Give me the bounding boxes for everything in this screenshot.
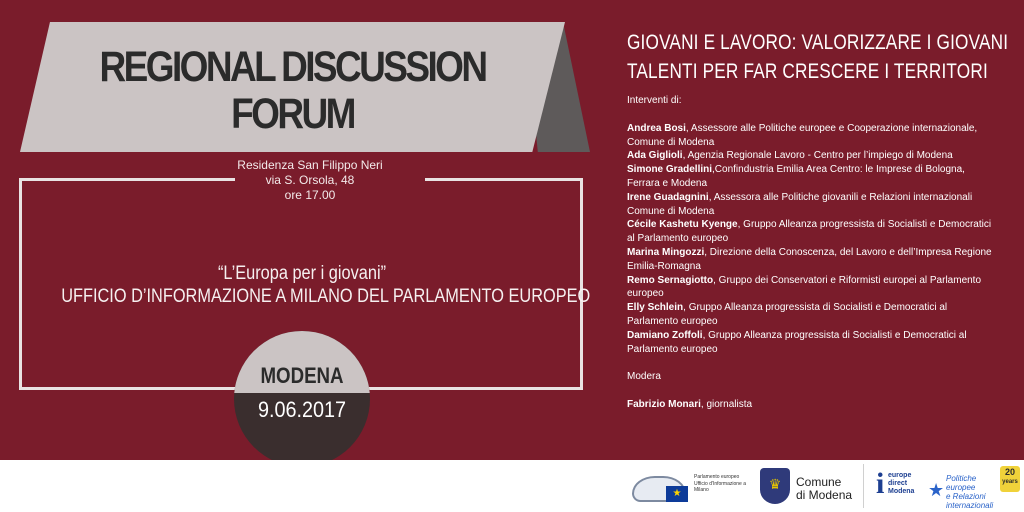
footer-logos [0,460,1024,512]
speaker-item [627,246,997,274]
europe-direct-text [888,472,914,496]
modena-line2: di Modena [796,488,853,502]
spacer [627,384,997,398]
modena-line1: Comune [796,475,842,489]
banner-title-line2: FORUM [231,90,354,138]
speaker-role: , Assessore alle Politiche europee e Cooperazione internazionale, Comune di Modena [627,122,978,148]
speaker-role: , Gruppo Alleanza progressista di Socialisti e Democratici al Parlamento europeo [627,329,967,355]
badge-line1: 20 [1004,467,1015,477]
ep-logo-text: Parlamento europeo Ufficio d'Informazione a Milano [694,474,746,493]
banner-title-line1: REGIONAL DISCUSSION [99,43,486,91]
star-icon: ★ [928,480,945,500]
banner-title [58,44,527,138]
headline-line1: GIOVANI E LAVORO: VALORIZZARE I GIOVANI [627,31,1009,54]
speaker-item [627,149,997,163]
speaker-name: Simone Gradellini [627,164,713,176]
speaker-role: , Direzione della Conoscenza, del Lavoro e dell’Impresa Regione Emilia-Romagna [627,246,992,272]
speaker-name: Remo Sernagiotto [627,274,714,286]
pe-line3: e Relazioni [946,492,986,501]
event-title-line1: “L’Europa per i giovani” [217,263,387,284]
speaker-item [627,301,997,329]
speaker-item [627,274,997,302]
speaker-role: , Gruppo dei Conservatori e Riformisti europei al Parlamento europeo [627,274,982,300]
speaker-role: , Agenzia Regionale Lavoro - Centro per l’impiego di Modena [682,150,953,162]
speaker-role: , Assessora alle Politiche giovanili e Relazioni internazionali Comune di Modena [627,191,973,217]
ed-line1: europe [888,472,912,479]
speaker-name: Elly Schlein [627,302,684,314]
city-date-badge [234,331,370,460]
speaker-item [627,329,997,357]
europe-direct-logo[interactable] [872,466,932,508]
speaker-item [627,122,997,150]
politiche-europee-text [946,474,993,510]
info-i-icon: i [876,467,885,500]
event-title-line2: UFFICIO D’INFORMAZIONE A MILANO DEL PARLAMENTO EUROPEO [61,286,591,307]
pe-line2: europee [946,483,976,492]
modena-crest-icon: ♛ [760,468,790,504]
speakers-list [627,94,997,412]
moderator-label: Modera [627,371,661,383]
european-parliament-logo[interactable] [632,466,750,508]
speaker-role: , Gruppo Alleanza progressista di Socialisti e Democratici al Parlamento europeo [627,302,948,327]
comune-di-modena-logo[interactable] [760,466,856,508]
venue-address [225,158,395,203]
speaker-name: Ada Giglioli [627,150,683,162]
moderator-role: , giornalista [700,399,753,411]
pe-line1: Politiche [946,474,977,483]
speaker-item [627,191,997,219]
badge-line2: years [1002,479,1018,485]
speaker-name: Damiano Zoffoli [627,329,703,341]
speaker-item [627,163,997,191]
venue-street: via S. Orsola, 48 [265,173,355,187]
eu-flag-icon: ★ [666,486,688,502]
city-label: MODENA [260,363,344,388]
ed-line3: Modena [888,488,915,495]
speaker-name: Cécile Kashetu Kyenge [627,219,738,231]
moderator [627,398,997,412]
headline-line2: TALENTI PER FAR CRESCERE I TERRITORI [627,60,988,83]
ed-line2: direct [888,480,908,487]
venue-name: Residenza San Filippo Neri [237,158,383,172]
date-label: 9.06.2017 [257,397,347,422]
speaker-name: Andrea Bosi [627,122,686,134]
twenty-years-badge [1000,466,1020,492]
spacer [627,356,997,370]
speaker-role: ,Confindustria Emilia Area Centro: le Imprese di Bologna, Ferrara e Modena [627,164,965,189]
event-title [61,262,591,308]
speakers-intro: Interventi di: [627,95,682,106]
speaker-name: Marina Mingozzi [627,246,705,258]
speaker-role: , Gruppo Alleanza progressista di Socialisti e Democratici al Parlamento europeo [627,219,992,245]
speaker-name: Irene Guadagnini [627,191,709,203]
logo-divider [863,464,864,508]
pe-line4: internazionali [946,501,994,510]
moderator-name: Fabrizio Monari [627,399,701,411]
venue-time: ore 17.00 [284,188,336,202]
speaker-item [627,218,997,246]
headline [627,28,1009,86]
modena-logo-text [796,476,852,502]
